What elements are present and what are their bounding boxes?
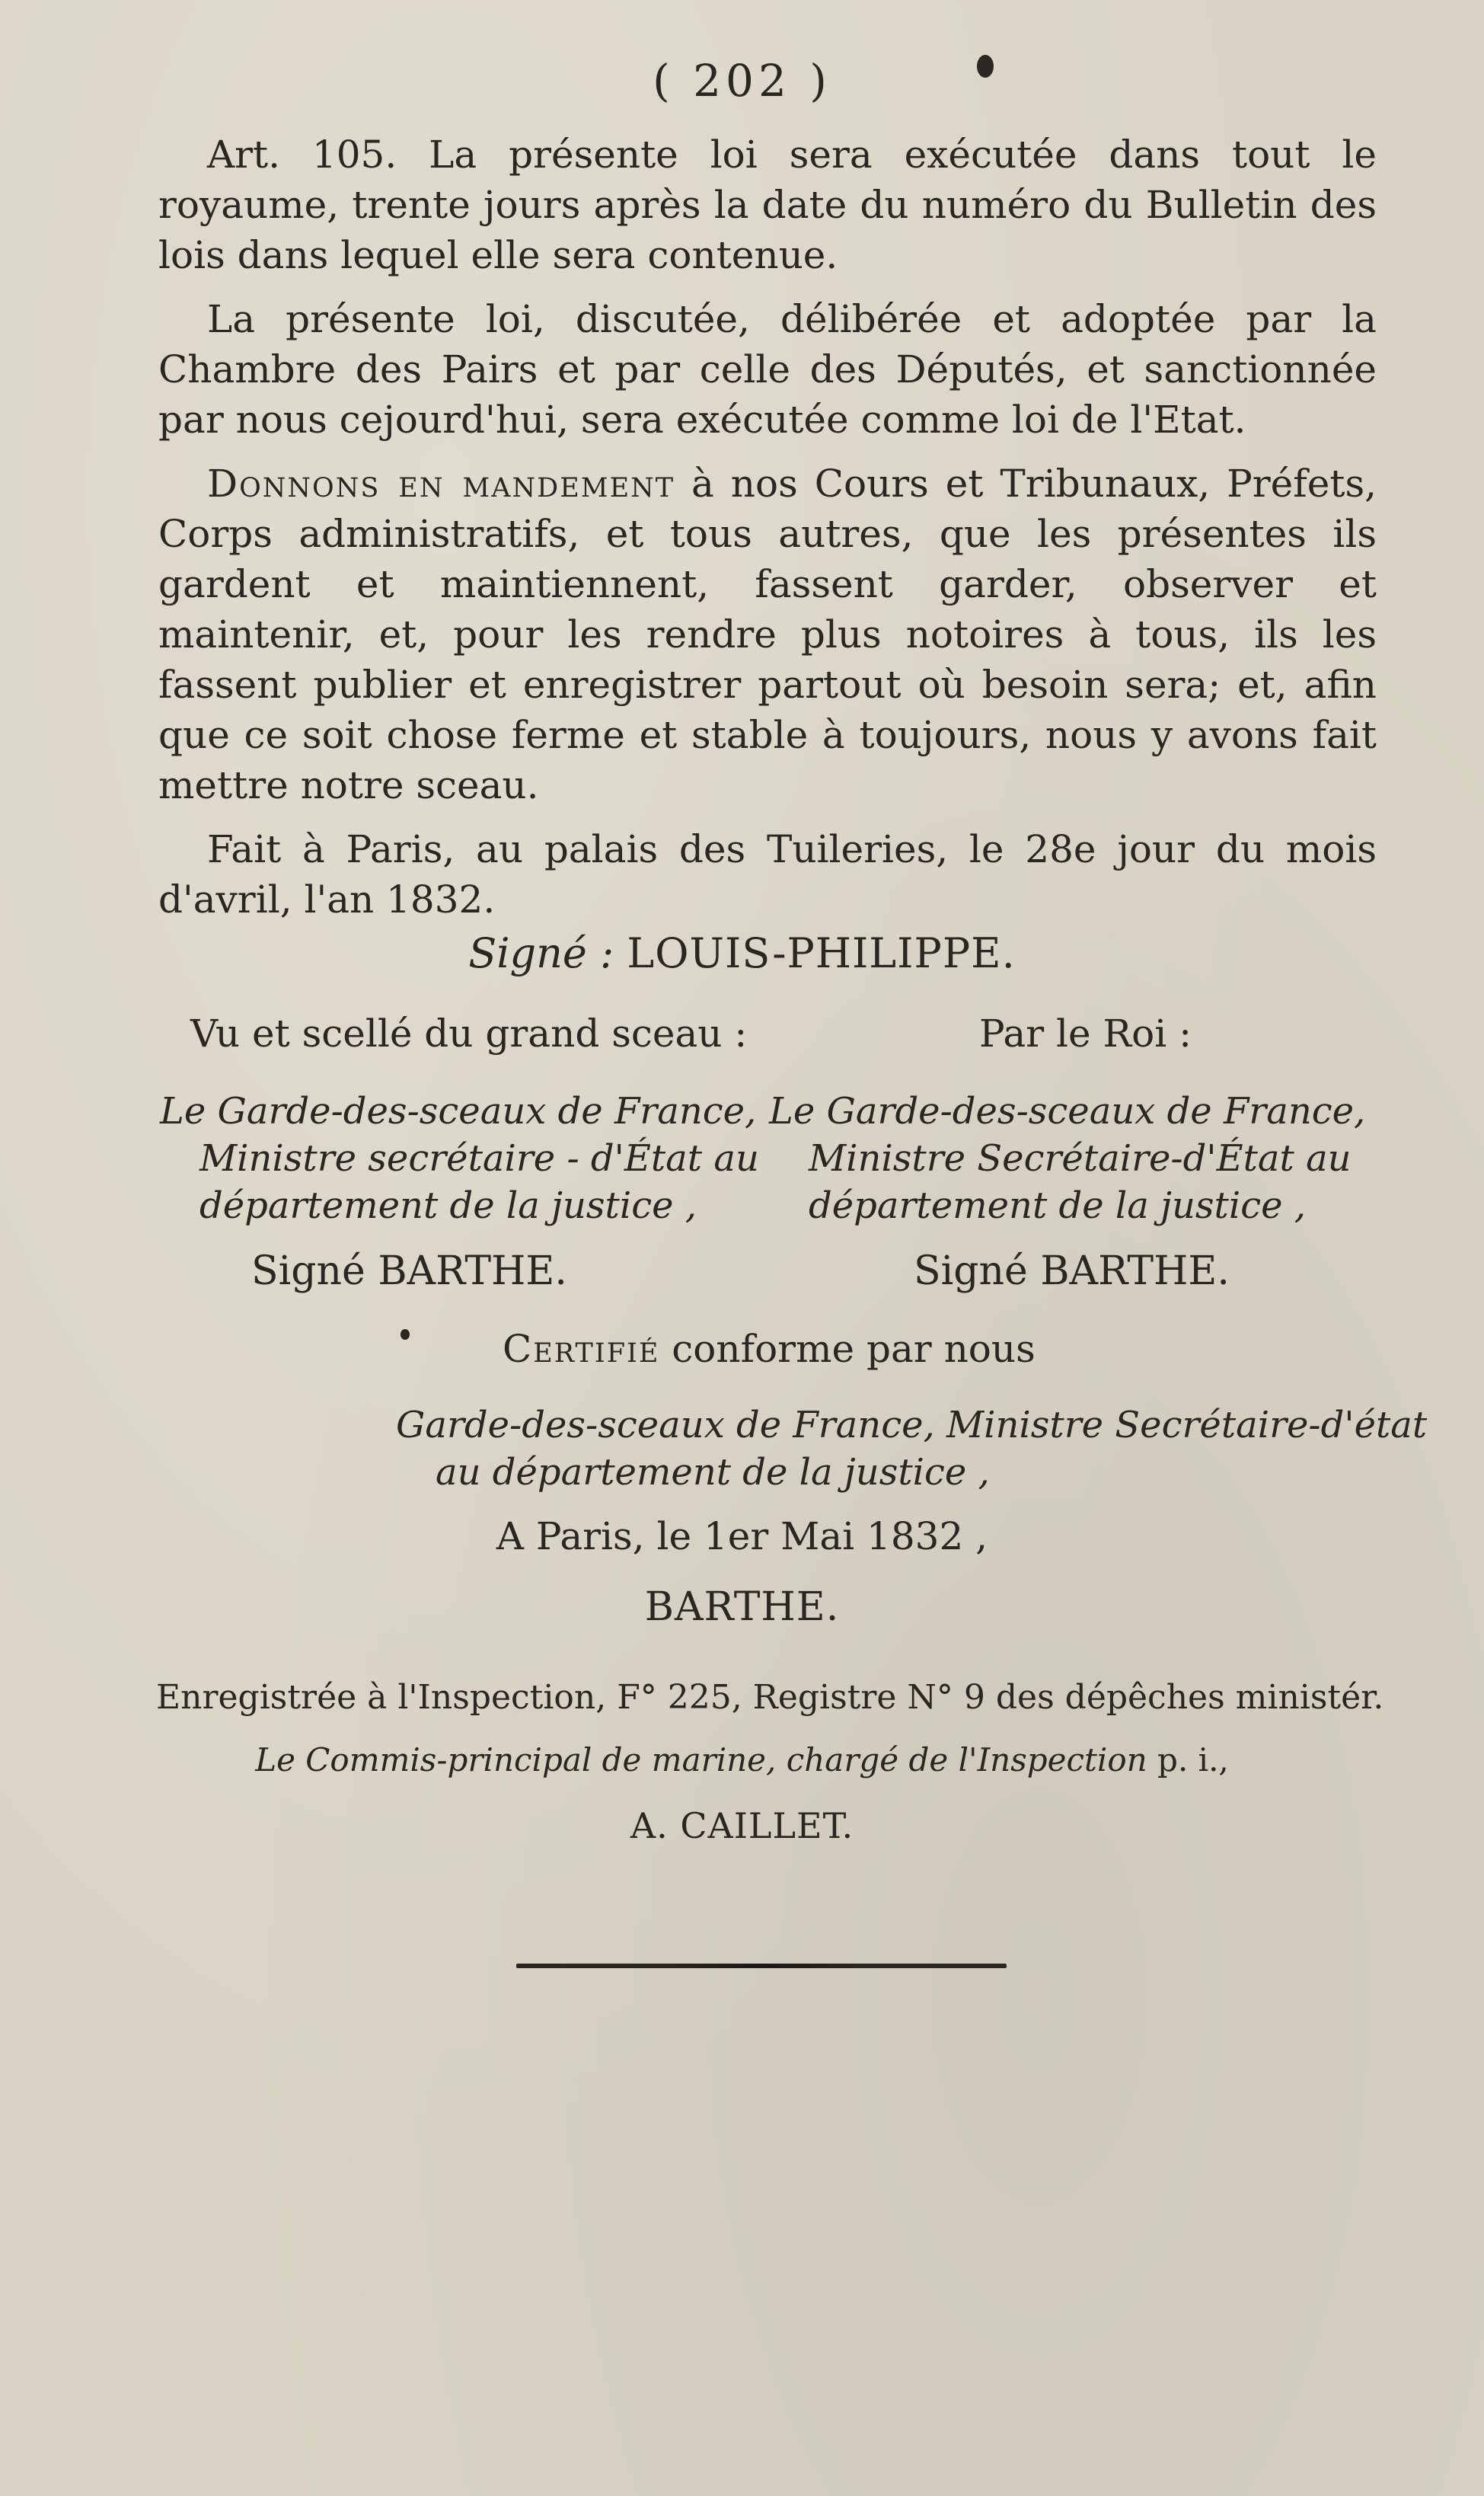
royal-signature-line: [0, 929, 1484, 977]
mandement-paragraph: [158, 459, 1377, 810]
left-title-line-2: Ministre secrétaire - d'État au: [199, 1137, 759, 1180]
royal-signature-name: LOUIS-PHILIPPE.: [627, 929, 1016, 977]
certifie-title-line-2: au département de la justice ,: [436, 1451, 990, 1494]
caillet-signature: A. CAILLET.: [630, 1805, 854, 1846]
certifie-text: conforme par nous: [659, 1327, 1036, 1371]
fait-paragraph: Fait à Paris, au palais des Tuileries, le 28e jour du mois d'avril, l'an 1832.: [158, 827, 1377, 922]
right-title-block: [769, 1088, 1365, 1229]
mandement-text: à nos Cours et Tribunaux, Préfets, Corps administratifs, et tous autres, que les présentes ils gardent et maintiennent, fassent garder, observer et maintenir, et, pour les rendre plus notoires à tous, ils les fassent publier et enregistrer partout où besoin sera; et, afin que ce soit chose ferme et stable à toujours, nous y avons fait mettre notre sceau.: [158, 462, 1377, 807]
page-number: ( 202 ): [653, 55, 831, 107]
right-title-line-2: Ministre Secrétaire-d'État au: [809, 1137, 1352, 1180]
commis-title: Le Commis-principal de marine, chargé de l'Inspection: [255, 1741, 1147, 1779]
right-signature: Signé BARTHE.: [914, 1248, 1230, 1294]
right-title-line-1: Le Garde-des-sceaux de France,: [769, 1090, 1366, 1133]
barthe-signature: BARTHE.: [644, 1584, 840, 1630]
ink-blot-icon: [977, 55, 994, 78]
certifie-title-block: [396, 1401, 1427, 1496]
promulgation-paragraph: La présente loi, discutée, délibérée et adoptée par la Chambre des Pairs et par celle des Députés, et sanctionnée par nous cejourd'hui, sera exécutée comme loi de l'Etat.: [158, 297, 1377, 442]
certifie-title-line-1: Garde-des-sceaux de France, Ministre Secrétaire-d'état: [396, 1404, 1428, 1446]
left-signature: Signé BARTHE.: [251, 1248, 567, 1294]
mandement-lead: Donnons en mandement: [207, 462, 675, 506]
left-title-line-1: Le Garde-des-sceaux de France,: [160, 1090, 757, 1133]
signe-label: Signé :: [468, 929, 614, 977]
certifie-line: [503, 1325, 1036, 1373]
left-title-line-3: département de la justice ,: [199, 1184, 697, 1227]
registration-line: Enregistrée à l'Inspection, F° 225, Registre N° 9 des dépêches ministér.: [156, 1678, 1384, 1717]
right-title-line-3: département de la justice ,: [809, 1184, 1306, 1227]
ink-speck-icon: [401, 1329, 410, 1340]
certifie-lead: Certifié: [503, 1327, 660, 1371]
commis-line: [0, 1741, 1484, 1779]
main-text: [158, 129, 1377, 925]
article-105: Art. 105. La présente loi sera exécutée dans tout le royaume, trente jours après la date du numéro du Bulletin des lois dans lequel elle sera contenue.: [158, 133, 1377, 277]
date-line: A Paris, le 1er Mai 1832 ,: [496, 1514, 988, 1558]
closing-rule: [516, 1964, 1007, 1968]
commis-suffix: p. i.,: [1147, 1741, 1229, 1779]
left-heading: Vu et scellé du grand sceau :: [190, 1012, 748, 1056]
right-heading: Par le Roi :: [979, 1012, 1192, 1056]
left-title-block: [160, 1088, 759, 1229]
